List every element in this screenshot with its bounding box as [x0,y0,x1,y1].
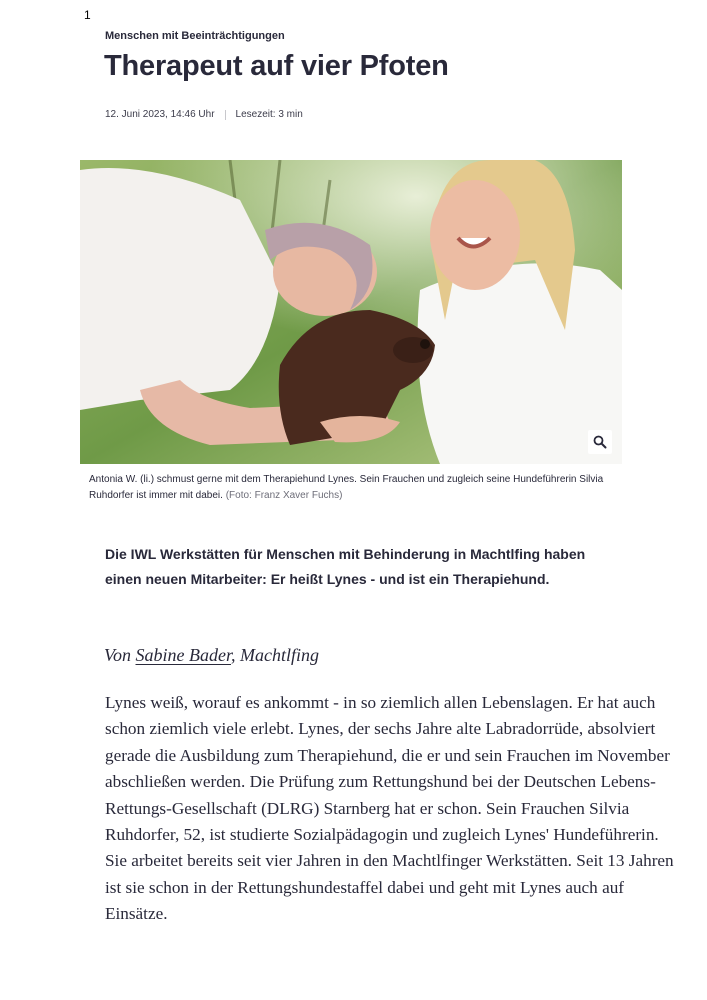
author-link[interactable]: Sabine Bader [135,645,231,665]
article-photo[interactable] [80,160,622,464]
magnifier-icon [593,435,607,449]
reading-time: Lesezeit: 3 min [235,109,303,120]
article-lead: Die IWL Werkstätten für Menschen mit Behinderung in Machtlfing haben einen neuen Mitarbeiter: Er heißt Lynes - und ist ein Therapiehund. [105,546,586,587]
article-body: Lynes weiß, worauf es ankommt - in so ziemlich allen Lebenslagen. Er hat auch schon ziemlich viele erlebt. Lynes, der sechs Jahre alte Labradorrüde, absolviert gerade die Ausbildung zum Therapiehund, die er und sein Frauchen im November abschließen werden. Die Prüfung zum Rettungshund bei der Deutschen Lebens-Rettungs-Gesellschaft (DLRG) Starnberg hat er schon. Sein Frauchen Silvia Ruhdorfer, 52, ist studierte Sozialpädagogin und zugleich Lynes' Hundeführerin. Sie arbeitet bereits seit vier Jahren in den Machtlfinger Werkstätten. Seit 13 Jahren ist sie schon in der Rettungshundestaffel dabei und geht mit Lynes auch auf Einsätze. [105,693,674,924]
photo-credit: (Foto: Franz Xaver Fuchs) [225,490,343,501]
byline-prefix: Von [104,645,136,665]
photo-caption [89,472,629,504]
article-title: Therapeut auf vier Pfoten [104,50,449,82]
byline [104,645,319,666]
page-number: 1 [84,8,91,22]
zoom-button[interactable] [588,430,612,454]
byline-location: , Machtlfing [230,645,319,665]
photo-illustration [80,160,622,464]
article-meta [105,109,303,120]
caption-text: Antonia W. (li.) schmust gerne mit dem Therapiehund Lynes. Sein Frauchen und zugleich seine Hundeführerin Silvia Ruhdorfer ist immer mit dabei. [89,474,604,501]
article-kicker: Menschen mit Beeinträchtigungen [105,30,285,42]
meta-divider [225,110,226,120]
publish-date: 12. Juni 2023, 14:46 Uhr [105,109,215,120]
